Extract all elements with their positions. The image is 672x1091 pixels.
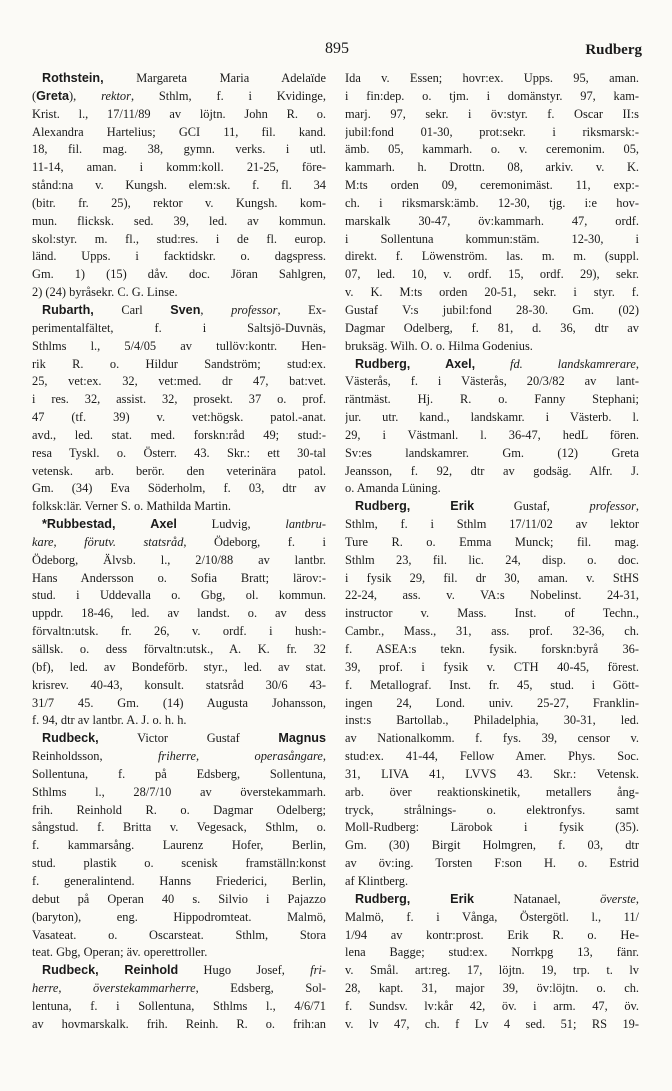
text-segment: 25, vet:ex. 32, vet:med. dr 47, bat:vet. xyxy=(32,374,326,389)
text-line xyxy=(32,463,326,481)
text-line xyxy=(345,177,639,195)
text-segment: (baryton), eng. Hippodromteat. Malmö, xyxy=(32,909,326,924)
text-line xyxy=(32,605,326,623)
page-number: 895 xyxy=(325,40,349,57)
text-segment: v. K. M:ts orden 20-51, sekr. i styr. f. xyxy=(345,285,639,300)
text-segment: fri- xyxy=(310,963,326,978)
text-segment: , xyxy=(635,499,639,514)
text-line xyxy=(345,570,639,588)
text-segment: i Sollentuna kommun:stäm. 12-30, i xyxy=(345,231,639,246)
text-line xyxy=(32,88,326,106)
text-line xyxy=(345,213,639,231)
text-line xyxy=(345,855,639,873)
text-segment: förvaltn:utsk. fr. 26, v. ordf. i hush:- xyxy=(32,624,326,639)
text-line xyxy=(32,802,326,820)
text-segment: lena Bagge; stud:ex. Norrkpg 13, fänr. xyxy=(345,945,639,960)
text-line xyxy=(32,534,326,552)
text-line xyxy=(345,766,639,784)
text-segment: 47 (tf. 39) v. vet:högsk. patol.-anat. xyxy=(32,410,326,425)
text-segment: stånd:na v. Kungsh. elem:sk. f. fl. 34 xyxy=(32,178,326,193)
text-line xyxy=(345,124,639,142)
text-line xyxy=(345,552,639,570)
text-segment: i fin:dep. o. tjm. i domänstyr. 97, kam- xyxy=(345,88,639,103)
text-segment: 31, LIVA 41, LVVS 43. Skr.: Vetensk. xyxy=(345,766,639,781)
text-segment: i fysik 29, fil. dr 30, aman. v. StHS xyxy=(345,570,639,585)
entry-name: Rudbeck, Reinhold xyxy=(42,963,179,978)
text-segment: av öv:ing. Torsten F:son H. o. Estrid xyxy=(345,856,639,871)
text-segment: professor xyxy=(231,302,278,317)
text-segment: teat. Gbg, Operan; äv. operettroller. xyxy=(32,945,208,960)
text-segment: folksk:lär. Verner S. o. Mathilda Martin. xyxy=(32,499,232,514)
text-line xyxy=(345,231,639,249)
text-segment: stud. plastik o. scenisk framställn:konst xyxy=(32,856,326,871)
text-segment: Margareta Maria Adelaïde xyxy=(103,71,326,85)
text-line xyxy=(32,944,326,962)
text-segment: krisrev. 40-43, konsult. statsråd 30/6 43- xyxy=(32,677,326,692)
text-line xyxy=(32,695,326,713)
text-segment: debut på Operan 40 s. Silvio i Pajazzo xyxy=(32,891,326,906)
text-line xyxy=(345,480,639,498)
text-segment: inst:s Bartollab., Philadelphia, 30-31, led. xyxy=(345,713,639,728)
text-segment: av hovmarskalk. frih. Reinh. R. o. frih:an xyxy=(32,1016,326,1031)
text-line xyxy=(345,980,639,998)
text-line xyxy=(32,873,326,891)
text-line xyxy=(345,356,639,374)
text-segment: Sthlm 23, fil. lic. 24, disp. o. doc. xyxy=(345,552,639,567)
text-line xyxy=(32,427,326,445)
text-line xyxy=(32,712,326,730)
text-line xyxy=(345,427,639,445)
text-segment: ingen 24, Lond. univ. 25-27, Franklin- xyxy=(345,695,639,710)
text-line xyxy=(345,409,639,427)
text-line xyxy=(32,373,326,391)
text-line xyxy=(345,284,639,302)
text-line xyxy=(345,909,639,927)
text-line xyxy=(345,463,639,481)
text-line xyxy=(32,320,326,338)
text-segment: länd. Upps. i facktidskr. o. dagspress. xyxy=(32,249,326,264)
text-segment: v. lv 47, ch. f Lv 4 sed. 51; RS 19- xyxy=(345,1016,639,1031)
left-column xyxy=(32,70,326,1034)
text-line xyxy=(32,106,326,124)
text-line xyxy=(32,570,326,588)
text-segment: , Ödeborg, f. i xyxy=(183,534,326,549)
text-segment: stud:ex. 41-44, Fellow Amer. Phys. Soc. xyxy=(345,749,639,764)
text-segment: 28, kapt. 31, major 39, öv:löjtn. o. ch. xyxy=(345,981,639,996)
text-segment: professor xyxy=(589,499,636,514)
text-line xyxy=(32,266,326,284)
right-column xyxy=(345,70,639,1034)
text-segment: sällsk. o. dess förvaltn:utsk., A. K. fr. 32 xyxy=(32,642,326,656)
text-line xyxy=(345,730,639,748)
text-segment: , xyxy=(635,356,639,371)
text-line xyxy=(345,927,639,945)
text-segment: Hugo Josef, xyxy=(178,963,311,978)
text-line xyxy=(345,944,639,962)
text-segment: o. Amanda Lüning. xyxy=(345,481,441,496)
text-segment: av Nationalkomm. f. fys. 39, censor v. xyxy=(345,731,639,746)
text-segment: kammarh. h. Drottn. 08, arkiv. v. K. xyxy=(345,160,639,175)
text-line xyxy=(32,659,326,677)
text-segment: 07, led. 10, v. ordf. 15, ordf. 29), sekr. xyxy=(345,267,639,282)
text-segment: Gustaf V:s jubil:fond 28-30. Gm. (02) xyxy=(345,302,639,317)
text-line xyxy=(345,391,639,409)
running-head: Rudberg xyxy=(585,42,642,58)
text-line xyxy=(345,498,639,516)
text-line xyxy=(345,587,639,605)
text-segment: Ludvig, xyxy=(176,517,286,532)
text-line xyxy=(345,748,639,766)
text-line xyxy=(345,641,639,659)
text-segment: i res. 32, assist. 32, prosekt. 37 o. prof. xyxy=(32,392,326,407)
text-line xyxy=(345,248,639,266)
text-segment: 39, prof. i fysik v. CTH 40-45, förest. xyxy=(345,659,639,674)
text-line xyxy=(32,677,326,695)
text-line xyxy=(32,159,326,177)
entry-name: Magnus xyxy=(278,731,326,746)
text-segment: af Klintberg. xyxy=(345,873,409,888)
text-line xyxy=(32,177,326,195)
text-segment: f. Sundsv. lv:kår 42, öv. i arm. 47, öv. xyxy=(345,998,639,1013)
text-line xyxy=(345,338,639,356)
text-line xyxy=(345,873,639,891)
text-line xyxy=(345,837,639,855)
text-segment: Jeansson, f. 92, dtr av godsäg. Alfr. J. xyxy=(345,463,639,478)
text-segment: lentuna, f. i Sollentuna, Sthlms l., 4/6/71 xyxy=(32,998,326,1013)
text-segment: Krist. l., 17/11/89 av löjtn. John R. o. xyxy=(32,106,326,121)
text-segment: marskalk 30-47, öv:kammarh. 47, ordf. xyxy=(345,213,639,228)
text-segment: f. kammarsång. Laurenz Hofer, Berlin, xyxy=(32,838,326,853)
text-segment: 29, i Västmanl. l. 36-47, hedL fören. xyxy=(345,427,639,442)
text-segment: räntmäst. Hj. R. o. Fanny Stephani; xyxy=(345,392,639,407)
text-line xyxy=(32,284,326,302)
text-line xyxy=(32,516,326,534)
text-segment: vetensk. arb. berör. den veterinära patol. xyxy=(32,463,326,478)
text-segment: (bitr. fr. 25), rektor v. Kungsh. kom- xyxy=(32,195,326,210)
text-segment: jur. utr. kand., landskamr. i Västerb. l. xyxy=(345,410,639,425)
text-line xyxy=(32,248,326,266)
entry-name: Rudberg, Erik xyxy=(355,891,474,906)
text-segment: Ture R. o. Emma Munck; fil. mag. xyxy=(345,534,639,549)
text-line xyxy=(345,70,639,88)
text-segment: Gm. (30) Birgit Holmgren, f. 03, dtr xyxy=(345,838,639,853)
text-segment: rik R. o. Hildur Sandström; stud:ex. xyxy=(32,356,326,371)
text-line xyxy=(32,445,326,463)
text-line xyxy=(32,195,326,213)
text-segment: (bf), led. av Bondeförb. styr., led. av stat. xyxy=(32,659,326,674)
text-segment: Moll-Rudberg: Lärobok i fysik (35). xyxy=(345,820,639,835)
text-line xyxy=(345,819,639,837)
text-segment: Cambr., Mass., 31, ass. prof. 32-36, ch. xyxy=(345,624,639,639)
text-segment: M:ts orden 09, ceremonimäst. 11, exp:- xyxy=(345,178,639,193)
text-segment: avd., led. stat. med. forskn:råd 49; stud:- xyxy=(32,427,326,442)
text-segment: Natanael, xyxy=(473,891,601,906)
text-line xyxy=(32,480,326,498)
text-line xyxy=(345,373,639,391)
text-line xyxy=(345,534,639,552)
text-segment: skol:styr. m. fl., stud:res. i de fl. europ. xyxy=(32,231,326,246)
text-segment: 18, fil. mag. 38, gymn. verks. i utl. xyxy=(32,142,326,157)
text-line xyxy=(345,445,639,463)
text-line xyxy=(32,498,326,516)
text-segment: frih. Reinhold R. o. Dagmar Odelberg; xyxy=(32,802,326,817)
text-segment: bruksäg. Wilh. O. o. Hilma Godenius. xyxy=(345,338,533,353)
text-segment: ( xyxy=(32,88,37,103)
entry-name: Sven xyxy=(170,302,201,317)
text-line xyxy=(32,766,326,784)
text-segment: Gustaf, xyxy=(474,499,590,514)
text-segment: , xyxy=(200,302,232,317)
text-line xyxy=(32,784,326,802)
text-segment: 2) (24) byråsekr. C. G. Linse. xyxy=(32,285,178,300)
entry-name: Rothstein, xyxy=(42,71,104,85)
text-line xyxy=(345,802,639,820)
text-line xyxy=(32,338,326,356)
text-segment: perimentalfältet, f. i Saltsjö-Duvnäs, xyxy=(32,320,326,335)
text-line xyxy=(32,356,326,374)
text-segment: Sollentuna, f. på Edsberg, Sollentuna, xyxy=(32,766,326,781)
entry-name: *Rubbestad, Axel xyxy=(42,517,177,532)
text-segment: , Edsberg, Sol- xyxy=(195,981,326,996)
text-segment: f. 94, dtr av lantbr. A. J. o. h. h. xyxy=(32,713,187,728)
text-segment: Carl xyxy=(93,302,171,317)
text-segment: resa Tyskl. o. Österr. 43. Skr.: ett 30-tal xyxy=(32,445,326,460)
text-line xyxy=(345,712,639,730)
text-segment: lantbru- xyxy=(285,517,326,532)
text-segment: friherre, operasångare xyxy=(157,749,323,764)
text-segment: Gm. 1) (15) dåv. doc. Jöran Sahlgren, xyxy=(32,267,326,282)
text-segment: Vasateat. o. Oscarsteat. Sthlm, Stora xyxy=(32,927,326,942)
text-segment: f. Metallograf. Inst. fr. 45, stud. i Gött- xyxy=(345,677,639,692)
text-segment: Dagmar Odelberg, f. 81, d. 36, dtr av xyxy=(345,320,639,335)
text-line xyxy=(345,141,639,159)
text-line xyxy=(32,962,326,980)
text-line xyxy=(32,819,326,837)
text-line xyxy=(32,641,326,659)
text-line xyxy=(345,695,639,713)
text-line xyxy=(32,730,326,748)
text-segment: 11-14, aman. i komm:koll. 21-25, före- xyxy=(32,160,326,175)
text-segment: Alexandra Hartelius; GCI 11, fil. kand. xyxy=(32,124,326,139)
text-line xyxy=(345,677,639,695)
text-segment: ch. i riksmarsk:ämb. 12-30, tjg. i:e hov- xyxy=(345,195,639,210)
text-line xyxy=(32,231,326,249)
text-line xyxy=(345,1016,639,1034)
entry-name: Rudberg, Erik xyxy=(355,499,475,514)
text-segment: arb. över reaktionskinetik, metallers ång- xyxy=(345,784,639,799)
text-line xyxy=(32,980,326,998)
text-segment: tryck, strålnings- o. elektronfys. samt xyxy=(345,802,639,817)
text-segment: , xyxy=(635,891,639,906)
text-line xyxy=(345,516,639,534)
text-line xyxy=(32,587,326,605)
text-segment: Gm. (34) Eva Söderholm, f. 03, dtr av xyxy=(32,481,326,496)
text-line xyxy=(32,891,326,909)
text-segment: fd. landskamrerare xyxy=(510,356,636,371)
text-line xyxy=(345,659,639,677)
text-segment: 1/94 av kontr:prost. Erik R. o. He- xyxy=(345,927,639,942)
text-segment: mun. flicksk. sed. 39, led. av kommun. xyxy=(32,213,326,228)
text-line xyxy=(32,391,326,409)
text-segment: uppdr. 18-46, led. av landst. o. av dess xyxy=(32,606,326,621)
text-line xyxy=(345,195,639,213)
text-segment: sångstud. f. Britta v. Vegesack, Sthlm, o. xyxy=(32,820,326,835)
text-segment: , Sthlm, f. i Kvidinge, xyxy=(130,88,326,103)
text-line xyxy=(345,962,639,980)
text-segment: Ödeborg, Älvsb. l., 2/10/88 av lantbr. xyxy=(32,552,326,567)
text-line xyxy=(32,552,326,570)
text-segment: ), xyxy=(69,88,102,103)
text-line xyxy=(32,302,326,320)
text-segment: Malmö, f. i Vånga, Östergötl. l., 11/ xyxy=(345,909,639,924)
text-line xyxy=(345,302,639,320)
entry-name: Rudbeck, xyxy=(42,731,99,746)
text-segment: , xyxy=(322,749,326,764)
text-segment: instructor v. Mass. Inst. of Techn., xyxy=(345,606,639,621)
text-segment: jubil:fond 01-30, prot:sekr. i riksmarsk:- xyxy=(345,124,639,139)
text-segment: , Ex- xyxy=(277,302,326,317)
text-segment: ämb. 05, kammarh. o. v. ceremonim. 05, xyxy=(345,142,639,157)
text-segment: rektor xyxy=(101,88,131,103)
text-line xyxy=(32,998,326,1016)
text-line xyxy=(32,70,326,88)
text-line xyxy=(345,159,639,177)
text-segment: Sthlms l., 5/4/05 av tullöv:kontr. Hen- xyxy=(32,338,326,353)
text-segment: herre, överstekammarherre xyxy=(32,981,196,996)
text-segment: Sthlms l., 28/7/10 av överstekammarh. xyxy=(32,784,326,799)
text-segment: Hans Andersson o. Sofia Bratt; lärov:- xyxy=(32,570,326,585)
text-segment: Sthlm, f. i Sthlm 17/11/02 av lektor xyxy=(345,517,639,532)
text-line xyxy=(345,784,639,802)
text-line xyxy=(32,623,326,641)
text-segment: Västerås, f. i Västerås, 20/3/82 av lant- xyxy=(345,374,639,389)
text-line xyxy=(345,88,639,106)
text-line xyxy=(32,141,326,159)
text-line xyxy=(345,891,639,909)
text-segment: 31/7 45. Gm. (14) Augusta Johansson, xyxy=(32,695,326,710)
text-line xyxy=(32,1016,326,1034)
text-segment: 22-24, ass. v. VA:s Nobelinst. 24-31, xyxy=(345,588,639,603)
text-line xyxy=(345,106,639,124)
text-line xyxy=(345,998,639,1016)
text-line xyxy=(345,266,639,284)
page-header xyxy=(30,40,644,66)
text-segment: Sv:es landskamrer. Gm. (12) Greta xyxy=(345,445,639,460)
entry-name: Rubarth, xyxy=(42,302,94,317)
text-line xyxy=(32,213,326,231)
text-segment: kare, förutv. statsråd xyxy=(32,534,184,549)
text-line xyxy=(32,409,326,427)
text-segment: stud. i Uddevalla o. Gbg, ol. kommun. xyxy=(32,588,326,603)
text-line xyxy=(32,909,326,927)
text-line xyxy=(345,623,639,641)
text-line xyxy=(32,124,326,142)
text-line xyxy=(32,855,326,873)
text-line xyxy=(32,748,326,766)
entry-name: Rudberg, Axel, xyxy=(355,356,476,371)
text-segment: direkt. f. Löwenström. las. m. m. (suppl. xyxy=(345,249,639,264)
text-segment: v. Smål. art:reg. 17, löjtn. 19, trp. t. lv xyxy=(345,963,639,978)
text-segment: Ida v. Essen; hovr:ex. Upps. 95, aman. xyxy=(345,71,639,85)
text-line xyxy=(32,837,326,855)
text-segment: Reinholdsson, xyxy=(32,749,158,764)
text-line xyxy=(345,320,639,338)
text-line xyxy=(345,605,639,623)
text-segment: Victor Gustaf xyxy=(98,731,279,746)
text-segment xyxy=(475,357,510,371)
text-segment: f. generalintend. Hanns Friederici, Berlin, xyxy=(32,873,326,888)
text-line xyxy=(32,927,326,945)
text-segment: f. ASEA:s tekn. fysik. forskn:byrå 36- xyxy=(345,642,639,656)
text-segment: marj. 97, sekr. i öv:styr. f. Oscar II:s xyxy=(345,106,639,121)
entry-name: Greta xyxy=(36,88,70,103)
text-segment: överste xyxy=(600,891,636,906)
